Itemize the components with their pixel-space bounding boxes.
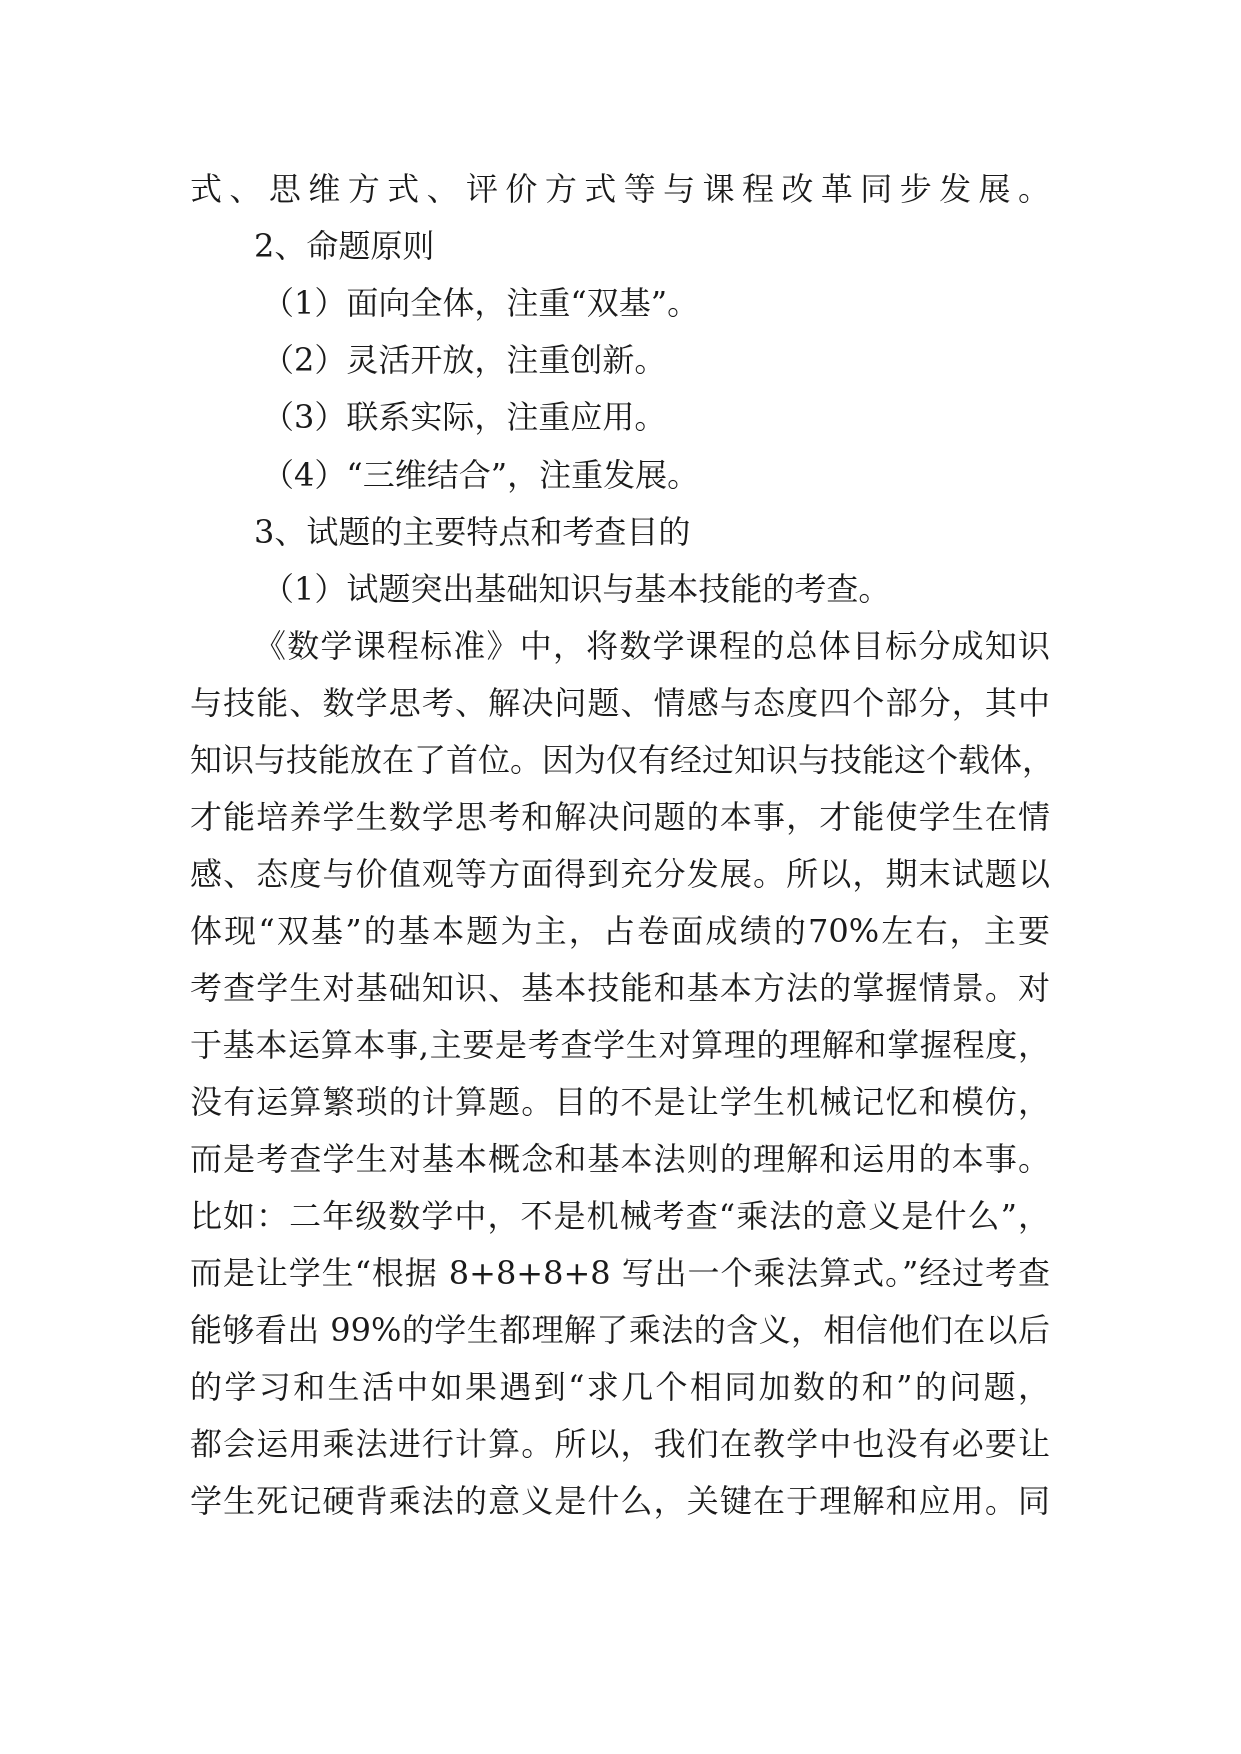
body-text-line: 感、态度与价值观等方面得到充分发展。所以，期末试题以 xyxy=(190,855,1050,893)
section-heading: 3、试题的主要特点和考查目的 xyxy=(254,513,691,551)
body-text-line: 学生死记硬背乘法的意义是什么，关键在于理解和应用。同 xyxy=(190,1482,1050,1520)
body-text-line: 知识与技能放在了首位。因为仅有经过知识与技能这个载体， xyxy=(190,741,1055,779)
body-text-line: 体现“双基”的基本题为主，占卷面成绩的70%左右，主要 xyxy=(190,912,1050,950)
principle-item: （2）灵活开放，注重创新。 xyxy=(262,341,667,379)
principle-item: （4）“三维结合”，注重发展。 xyxy=(262,456,700,494)
body-text-line: 于基本运算本事,主要是考查学生对算理的理解和掌握程度， xyxy=(190,1026,1050,1064)
body-text-line: 都会运用乘法进行计算。所以，我们在教学中也没有必要让 xyxy=(190,1425,1050,1463)
principle-item: （1）面向全体，注重“双基”。 xyxy=(262,284,700,322)
body-text-line: 与技能、数学思考、解决问题、情感与态度四个部分，其中 xyxy=(190,684,1050,722)
body-text-line: 比如：二年级数学中，不是机械考查“乘法的意义是什么”， xyxy=(190,1197,1050,1235)
principle-item: （3）联系实际，注重应用。 xyxy=(262,398,667,436)
body-text-line: 才能培养学生数学思考和解决问题的本事，才能使学生在情 xyxy=(190,798,1050,836)
section-heading: 2、命题原则 xyxy=(254,227,435,265)
body-text-line: 而是考查学生对基本概念和基本法则的理解和运用的本事。 xyxy=(190,1140,1050,1178)
body-text-line: 能够看出 99%的学生都理解了乘法的含义，相信他们在以后 xyxy=(190,1311,1050,1349)
subsection-heading: （1）试题突出基础知识与基本技能的考查。 xyxy=(262,570,891,608)
body-text-line: 《数学课程标准》中，将数学课程的总体目标分成知识 xyxy=(254,627,1050,665)
body-text-line: 式、思维方式、评价方式等与课程改革同步发展。 xyxy=(190,170,1050,208)
body-text-line: 的学习和生活中如果遇到“求几个相同加数的和”的问题， xyxy=(190,1368,1050,1406)
body-text-line: 没有运算繁琐的计算题。目的不是让学生机械记忆和模仿， xyxy=(190,1083,1050,1121)
body-text-line: 考查学生对基础知识、基本技能和基本方法的掌握情景。对 xyxy=(190,969,1050,1007)
body-text-line: 而是让学生“根据 8+8+8+8 写出一个乘法算式。”经过考查 xyxy=(190,1254,1050,1292)
